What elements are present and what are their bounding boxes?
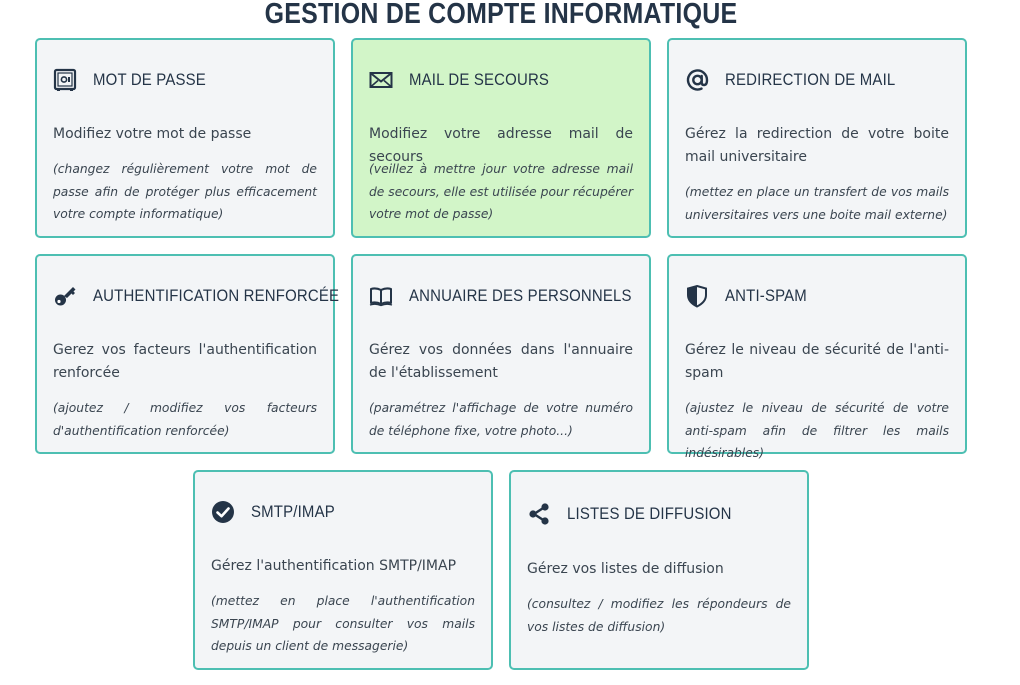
card-title: ANNUAIRE DES PERSONNELS (409, 286, 632, 305)
card-header (369, 65, 568, 95)
card-header (53, 65, 221, 95)
card-mot-de-passe[interactable] (35, 38, 335, 238)
card-description: Gérez vos listes de diffusion (527, 561, 724, 577)
card-header (685, 65, 919, 95)
open-book-icon (369, 284, 393, 308)
card-description: Gérez vos données dans l'annuaire de l'établissement (369, 342, 633, 381)
card-description: Gérez le niveau de sécurité de l'anti-spam (685, 342, 949, 381)
card-note: (paramétrez l'affichage de votre numéro de téléphone fixe, votre photo...) (369, 401, 633, 438)
card-title: MAIL DE SECOURS (409, 70, 550, 89)
card-description: Gérez l'authentification SMTP/IMAP (211, 558, 457, 574)
card-description: Gérez la redirection de votre boite mail universitaire (685, 126, 949, 165)
card-note: (changez régulièrement votre mot de passe afin de protéger plus efficacement votre compte informatique) (53, 162, 317, 221)
card-mail-de-secours[interactable] (351, 38, 651, 238)
key-icon (53, 284, 77, 308)
card-description: Modifiez votre mot de passe (53, 126, 252, 142)
safe-icon (53, 68, 77, 92)
shield-icon (685, 284, 709, 308)
card-description: Modifiez votre adresse mail de secours (369, 126, 633, 165)
card-title: SMTP/IMAP (251, 502, 335, 521)
card-title: AUTHENTIFICATION RENFORCÉE (93, 286, 340, 305)
card-authentification-renforcee[interactable] (35, 254, 340, 454)
page-title: GESTION DE COMPTE INFORMATIQUE (264, 0, 738, 30)
card-title: ANTI-SPAM (725, 286, 807, 305)
card-header (685, 281, 818, 311)
card-header (53, 281, 373, 311)
card-smtp-imap[interactable] (193, 470, 493, 670)
check-circle-icon (211, 500, 235, 524)
card-title: MOT DE PASSE (93, 70, 206, 89)
card-title: REDIRECTION DE MAIL (725, 70, 896, 89)
card-note: (veillez à mettre jour votre adresse mail de secours, elle est utilisée pour récupérer votre mot de passe) (369, 162, 633, 221)
card-annuaire-des-personnels[interactable] (351, 254, 651, 454)
card-header (369, 281, 662, 311)
card-redirection-de-mail[interactable] (667, 38, 967, 238)
card-note: (mettez en place l'authentification SMTP/IMAP pour consulter vos mails depuis un client de messagerie) (211, 594, 475, 653)
card-note: (consultez / modifiez les répondeurs de vos listes de diffusion) (527, 597, 791, 634)
card-header (211, 497, 346, 527)
card-listes-de-diffusion[interactable] (509, 470, 809, 670)
card-note: (ajustez le niveau de sécurité de votre anti-spam afin de filtrer les mails indésirables) (685, 401, 949, 460)
envelope-icon (369, 68, 393, 92)
card-title: LISTES DE DIFFUSION (567, 504, 732, 523)
share-icon (527, 502, 551, 526)
card-anti-spam[interactable] (667, 254, 967, 460)
card-note: (mettez en place un transfert de vos mails universitaires vers une boite mail externe) (685, 185, 949, 222)
card-header (527, 499, 754, 529)
card-note: (ajoutez / modifiez vos facteurs d'authentification renforcée) (53, 401, 317, 438)
at-sign-icon (685, 68, 709, 92)
card-description: Gerez vos facteurs l'authentification renforcée (53, 342, 317, 381)
